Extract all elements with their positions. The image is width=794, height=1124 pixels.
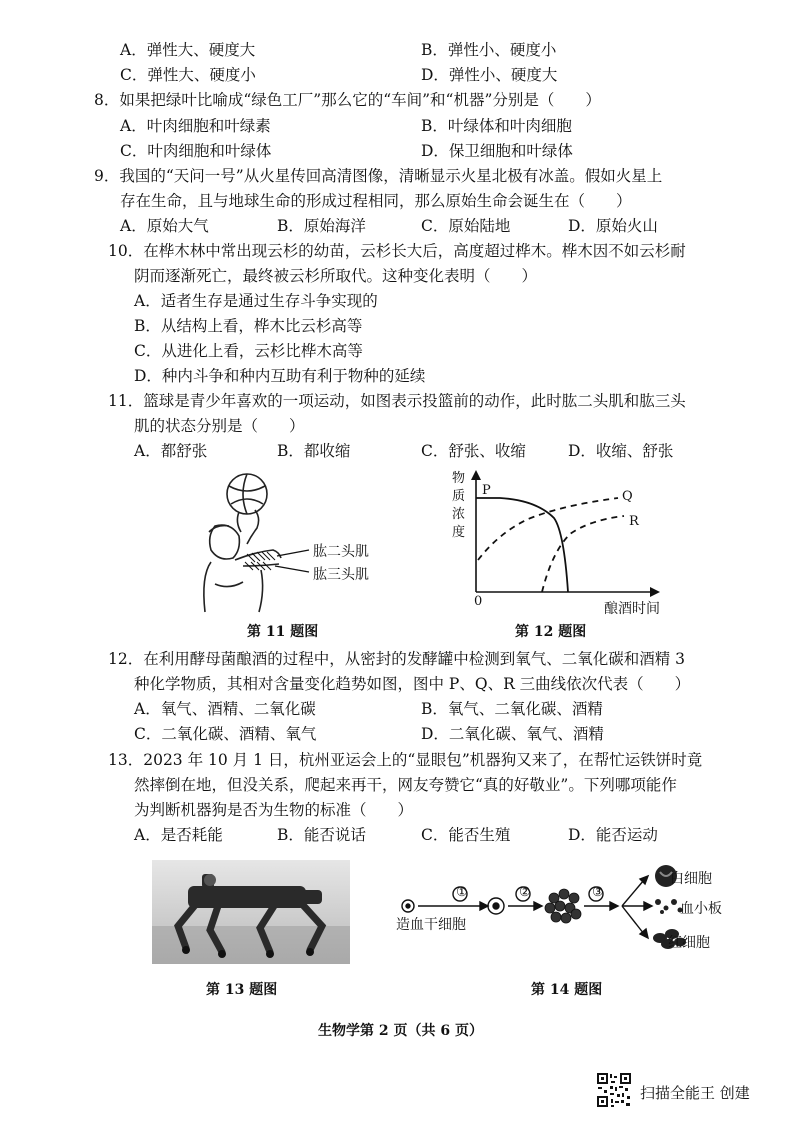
q9-option-d: D．原始火山	[568, 217, 658, 235]
q13-option-c: C．能否生殖	[421, 826, 511, 844]
q14-step-1: ①	[456, 885, 468, 900]
q9-stem-line2: 存在生命，且与地球生命的形成过程相同，那么原始生命会诞生在（ ）	[120, 192, 632, 210]
q8-option-c: C．叶肉细胞和叶绿体	[120, 142, 272, 160]
q8-option-a: A．叶肉细胞和叶绿素	[120, 117, 271, 135]
q14-wbc-label: 白细胞	[670, 871, 712, 887]
basketball-player-illustration	[195, 466, 395, 614]
q13-option-d: D．能否运动	[568, 826, 658, 844]
q9-option-a: A．原始大气	[120, 217, 209, 235]
q10-stem-line1: 10．在桦木林中常出现云杉的幼苗，云杉长大后，高度超过桦木。桦木因不如云杉耐	[108, 242, 686, 260]
q12-origin-label: 0	[474, 594, 483, 609]
q11-figure-caption: 第 11 题图	[247, 624, 319, 640]
q14-rbc-label: 红细胞	[668, 935, 710, 951]
q13-stem-line1: 13．2023 年 10 月 1 日，杭州亚运会上的“显眼包”机器狗又来了，在帮忙运铁饼时竟	[108, 751, 703, 769]
q12-curve-r-label: R	[629, 514, 639, 529]
q9-stem-line1: 9．我国的“天问一号”从火星传回高清图像，清晰显示火星北极有冰盖。假如火星上	[94, 167, 663, 185]
q11-stem-line1: 11．篮球是青少年喜欢的一项运动，如图表示投篮前的动作，此时肱二头肌和肱三头	[108, 392, 686, 410]
q13-option-b: B．能否说话	[277, 826, 366, 844]
q12-ylabel-char: 质	[452, 489, 466, 504]
q12-stem-line2: 种化学物质，其相对含量变化趋势如图，图中 P、Q、R 三曲线依次代表（ ）	[134, 675, 691, 693]
robot-dog-photo	[152, 860, 350, 964]
q7-option-b: B．弹性小、硬度小	[421, 41, 557, 59]
q12-x-axis-arrow	[650, 587, 660, 597]
q11-option-b: B．都收缩	[277, 442, 351, 460]
q12-ylabel-char: 度	[452, 525, 466, 540]
q11-stem-line2: 肌的状态分别是（ ）	[134, 417, 305, 435]
watermark-text: 扫描全能王 创建	[640, 1084, 750, 1102]
q12-xlabel: 酿酒时间	[604, 601, 660, 617]
q13-option-a: A．是否耗能	[134, 826, 223, 844]
q13-stem-line3: 为判断机器狗是否为生物的标准（ ）	[134, 801, 414, 819]
q12-ylabel-char: 浓	[452, 507, 466, 522]
q12-ylabel	[452, 470, 465, 542]
q11-option-a: A．都舒张	[134, 442, 208, 460]
q14-platelet-label: 血小板	[680, 901, 722, 917]
q10-option-c: C．从进化上看，云杉比桦木高等	[134, 342, 363, 360]
q14-figure-caption: 第 14 题图	[531, 982, 603, 998]
q12-curve-p-label: P	[482, 483, 491, 498]
q12-y-axis-arrow	[471, 470, 481, 480]
q10-option-a: A．适者生存是通过生存斗争实现的	[134, 292, 378, 310]
q10-option-d: D．种内斗争和种内互助有利于物种的延续	[134, 367, 426, 385]
q10-stem-line2: 阴而逐渐死亡，最终被云杉所取代。这种变化表明（ ）	[134, 267, 538, 285]
q12-curve-q-label: Q	[622, 489, 633, 504]
q8-option-d: D．保卫细胞和叶绿体	[421, 142, 573, 160]
q10-option-b: B．从结构上看，桦木比云杉高等	[134, 317, 363, 335]
qr-code-icon	[596, 1072, 632, 1108]
q12-curve-q	[478, 498, 618, 560]
q13-stem-line2: 然摔倒在地，但没关系，爬起来再干，网友夸赞它“真的好敬业”。下列哪项能作	[134, 776, 677, 794]
q12-ylabel-char: 物	[452, 471, 466, 486]
q7-option-d: D．弹性小、硬度大	[421, 66, 558, 84]
q14-stem-cell-label: 造血干细胞	[396, 917, 466, 933]
q12-option-a: A．氧气、酒精、二氧化碳	[134, 700, 316, 718]
q8-option-b: B．叶绿体和叶肉细胞	[421, 117, 572, 135]
q12-curve-p	[476, 498, 568, 592]
label-triceps: 肱三头肌	[313, 567, 369, 583]
q9-option-c: C．原始陆地	[421, 217, 511, 235]
q12-stem-line1: 12．在利用酵母菌酿酒的过程中，从密封的发酵罐中检测到氧气、二氧化碳和酒精 3	[108, 650, 686, 668]
platelet-icon	[655, 899, 683, 914]
page-footer: 生物学第 2 页（共 6 页）	[318, 1023, 483, 1039]
q12-option-d: D．二氧化碳、氧气、酒精	[421, 725, 604, 743]
label-biceps: 肱二头肌	[313, 544, 369, 560]
q7-option-a: A．弹性大、硬度大	[120, 41, 256, 59]
basketball-icon	[227, 474, 267, 514]
q13-figure-caption: 第 13 题图	[206, 982, 278, 998]
q12-option-b: B．氧气、二氧化碳、酒精	[421, 700, 603, 718]
q7-option-c: C．弹性大、硬度小	[120, 66, 256, 84]
q12-curve-r	[542, 516, 624, 592]
q11-figure	[195, 466, 395, 614]
q12-figure-caption: 第 12 题图	[515, 624, 587, 640]
q11-option-c: C．舒张、收缩	[421, 442, 526, 460]
q11-option-d: D．收缩、舒张	[568, 442, 674, 460]
q14-step-2: ②	[519, 885, 531, 900]
q9-option-b: B．原始海洋	[277, 217, 366, 235]
q13-figure	[152, 860, 350, 964]
q14-step-3: ③	[592, 885, 604, 900]
q8-stem: 8．如果把绿叶比喻成“绿色工厂”那么它的“车间”和“机器”分别是（ ）	[94, 91, 601, 109]
q12-option-c: C．二氧化碳、酒精、氧气	[134, 725, 317, 743]
